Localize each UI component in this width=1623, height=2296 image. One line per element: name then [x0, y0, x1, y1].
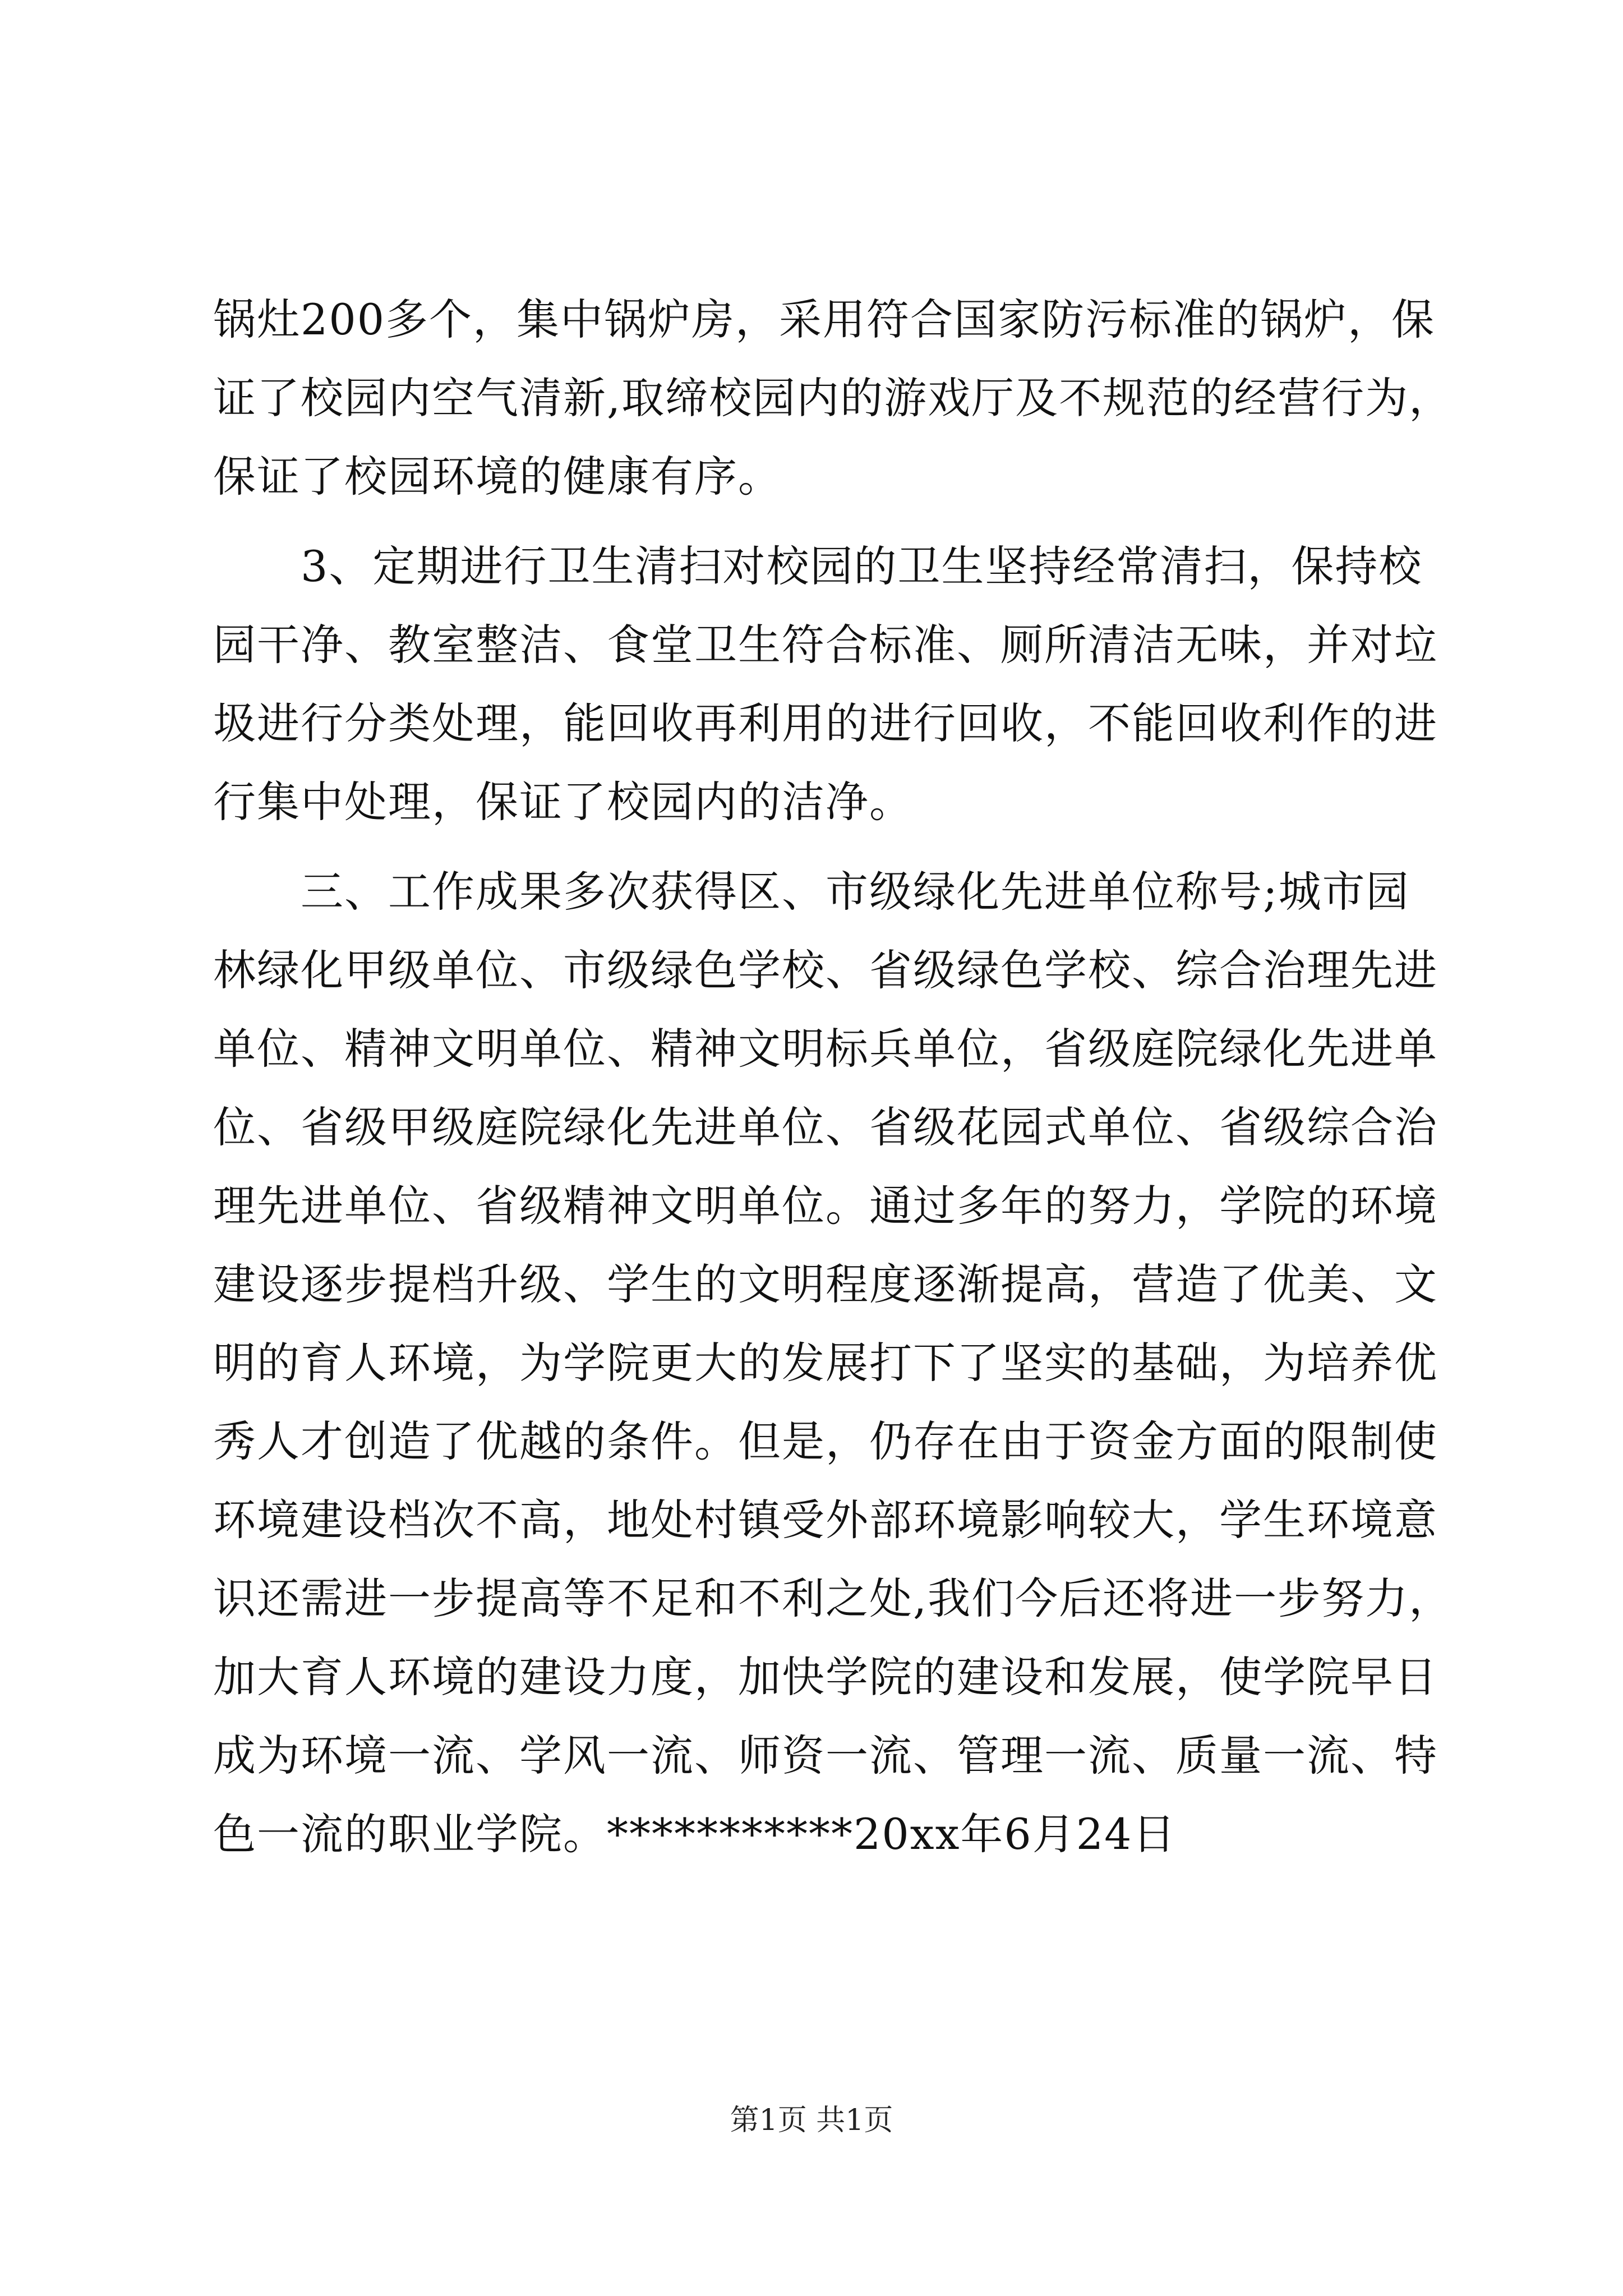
- body-text-line: 建设逐步提档升级、学生的文明程度逐渐提高，营造了优美、文: [213, 1259, 1438, 1309]
- body-text-line: 环境建设档次不高，地处村镇受外部环境影响较大，学生环境意: [213, 1495, 1438, 1545]
- body-text-line: 成为环境一流、学风一流、师资一流、管理一流、质量一流、特: [213, 1731, 1438, 1780]
- body-text-line: 单位、精神文明单位、精神文明标兵单位，省级庭院绿化先进单: [213, 1024, 1438, 1074]
- page-number-footer: 第1页 共1页: [730, 2104, 893, 2137]
- body-text-line: 锅灶200多个，集中锅炉房，采用符合国家防污标准的锅炉，保: [213, 295, 1436, 344]
- body-text-line: 行集中处理，保证了校园内的洁净。: [213, 777, 913, 827]
- body-text-line: 三、工作成果多次获得区、市级绿化先进单位称号;城市园: [213, 867, 1410, 917]
- body-text-line: 明的育人环境，为学院更大的发展打下了坚实的基础，为培养优: [213, 1338, 1438, 1388]
- body-text-line: 园干净、教室整洁、食堂卫生符合标准、厕所清洁无味，并对垃: [213, 620, 1438, 670]
- body-text-line: 3、定期进行卫生清扫对校园的卫生坚持经常清扫，保持校: [213, 541, 1423, 591]
- body-text-line: 圾进行分类处理，能回收再利用的进行回收，不能回收利作的进: [213, 698, 1438, 748]
- body-text-line: 位、省级甲级庭院绿化先进单位、省级花园式单位、省级综合治: [213, 1102, 1438, 1152]
- body-text-line: 识还需进一步提高等不足和不利之处,我们今后还将进一步努力，: [213, 1573, 1453, 1623]
- body-text-line: 色一流的职业学院。***********20xx年6月24日: [213, 1809, 1177, 1859]
- body-text-line: 林绿化甲级单位、市级绿色学校、省级绿色学校、综合治理先进: [213, 945, 1438, 995]
- body-text-line: 秀人才创造了优越的条件。但是，仍存在由于资金方面的限制使: [213, 1416, 1438, 1466]
- body-text-line: 证了校园内空气清新,取缔校园内的游戏厅及不规范的经营行为，: [213, 373, 1453, 423]
- body-text-line: 理先进单位、省级精神文明单位。通过多年的努力，学院的环境: [213, 1181, 1438, 1231]
- body-text-line: 加大育人环境的建设力度，加快学院的建设和发展，使学院早日: [213, 1652, 1438, 1702]
- body-text-line: 保证了校园环境的健康有序。: [213, 452, 782, 501]
